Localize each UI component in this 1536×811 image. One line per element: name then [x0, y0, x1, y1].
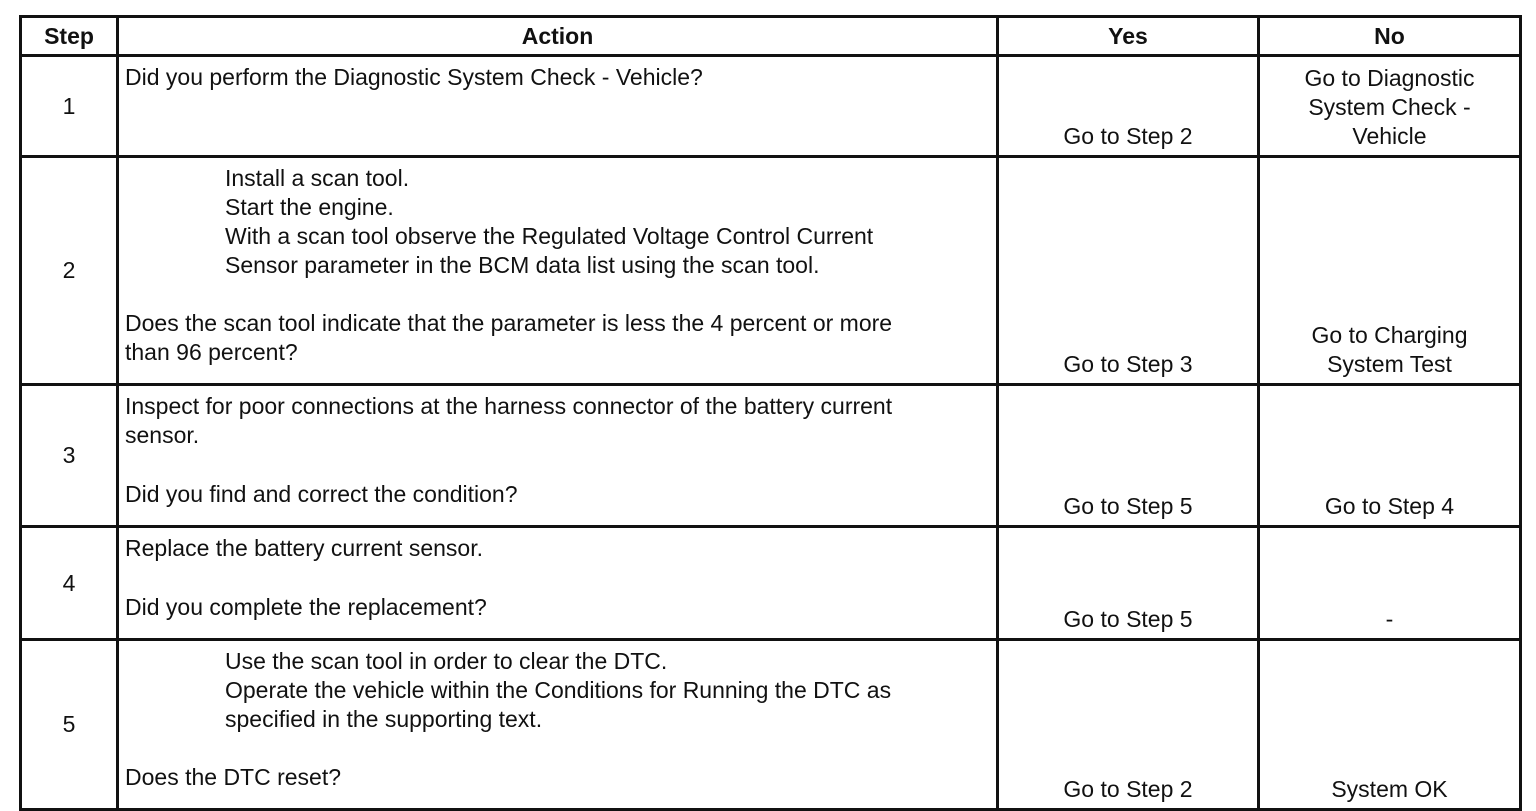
no-text: Go to Step 4 [1324, 493, 1455, 519]
table-row [21, 640, 1521, 810]
action-cell [118, 157, 998, 385]
table-row [21, 157, 1521, 385]
intro-line: Replace the battery current sensor. [125, 535, 483, 561]
step-number: 2 [21, 157, 118, 385]
question-line: Does the DTC reset? [125, 764, 342, 790]
action-instructions [125, 164, 988, 280]
yes-cell [998, 56, 1259, 157]
action-intro [125, 392, 988, 450]
header-no: No [1259, 17, 1521, 56]
no-cell [1259, 385, 1521, 527]
yes-cell [998, 385, 1259, 527]
table-row [21, 56, 1521, 157]
yes-text: Go to Step 2 [1063, 123, 1193, 149]
no-cell [1259, 157, 1521, 385]
no-cell [1259, 56, 1521, 157]
yes-cell [998, 157, 1259, 385]
instruction-line: Install a scan tool. [225, 165, 410, 191]
action-cell [118, 640, 998, 810]
yes-text: Go to Step 3 [1063, 351, 1193, 377]
step-number: 5 [21, 640, 118, 810]
question-line: than 96 percent? [125, 339, 298, 365]
yes-cell [998, 640, 1259, 810]
yes-text: Go to Step 5 [1063, 493, 1193, 519]
step-number: 3 [21, 385, 118, 527]
instruction-line: With a scan tool observe the Regulated Voltage Control Current [225, 223, 874, 249]
action-question: Did you perform the Diagnostic System Check - Vehicle? [125, 64, 703, 90]
no-text: Go to Charging [1311, 322, 1468, 348]
table-row [21, 385, 1521, 527]
intro-line: sensor. [125, 422, 200, 448]
no-text: - [1385, 606, 1394, 632]
no-cell [1259, 527, 1521, 640]
instruction-line: Use the scan tool in order to clear the DTC. [225, 648, 668, 674]
question-line: Does the scan tool indicate that the parameter is less the 4 percent or more [125, 310, 893, 336]
yes-cell [998, 527, 1259, 640]
action-cell [118, 56, 998, 157]
step-number: 1 [21, 56, 118, 157]
action-cell [118, 385, 998, 527]
table-row [21, 527, 1521, 640]
no-text: System Check - [1308, 94, 1471, 120]
no-text: System OK [1331, 776, 1448, 802]
instruction-line: Sensor parameter in the BCM data list using the scan tool. [225, 252, 820, 278]
action-question [125, 480, 988, 513]
question-line: Did you find and correct the condition? [125, 481, 518, 507]
action-cell [118, 527, 998, 640]
instruction-line: specified in the supporting text. [225, 706, 543, 732]
action-intro [125, 534, 988, 563]
action-instructions [125, 647, 988, 734]
instruction-line: Start the engine. [225, 194, 394, 220]
question-line: Did you complete the replacement? [125, 594, 487, 620]
yes-text: Go to Step 5 [1063, 606, 1193, 632]
step-number: 4 [21, 527, 118, 640]
no-cell [1259, 640, 1521, 810]
header-step: Step [21, 17, 118, 56]
action-question [125, 593, 988, 626]
yes-text: Go to Step 2 [1063, 776, 1193, 802]
header-row [21, 17, 1521, 56]
action-question [125, 309, 988, 371]
action-question [125, 763, 988, 796]
no-text: Go to Diagnostic [1304, 65, 1475, 91]
instruction-line: Operate the vehicle within the Conditions for Running the DTC as [225, 677, 892, 703]
no-text: Vehicle [1352, 123, 1427, 149]
header-yes: Yes [998, 17, 1259, 56]
diagnostic-table [19, 15, 1522, 811]
no-text: System Test [1327, 351, 1452, 377]
header-action: Action [118, 17, 998, 56]
intro-line: Inspect for poor connections at the harness connector of the battery current [125, 393, 893, 419]
